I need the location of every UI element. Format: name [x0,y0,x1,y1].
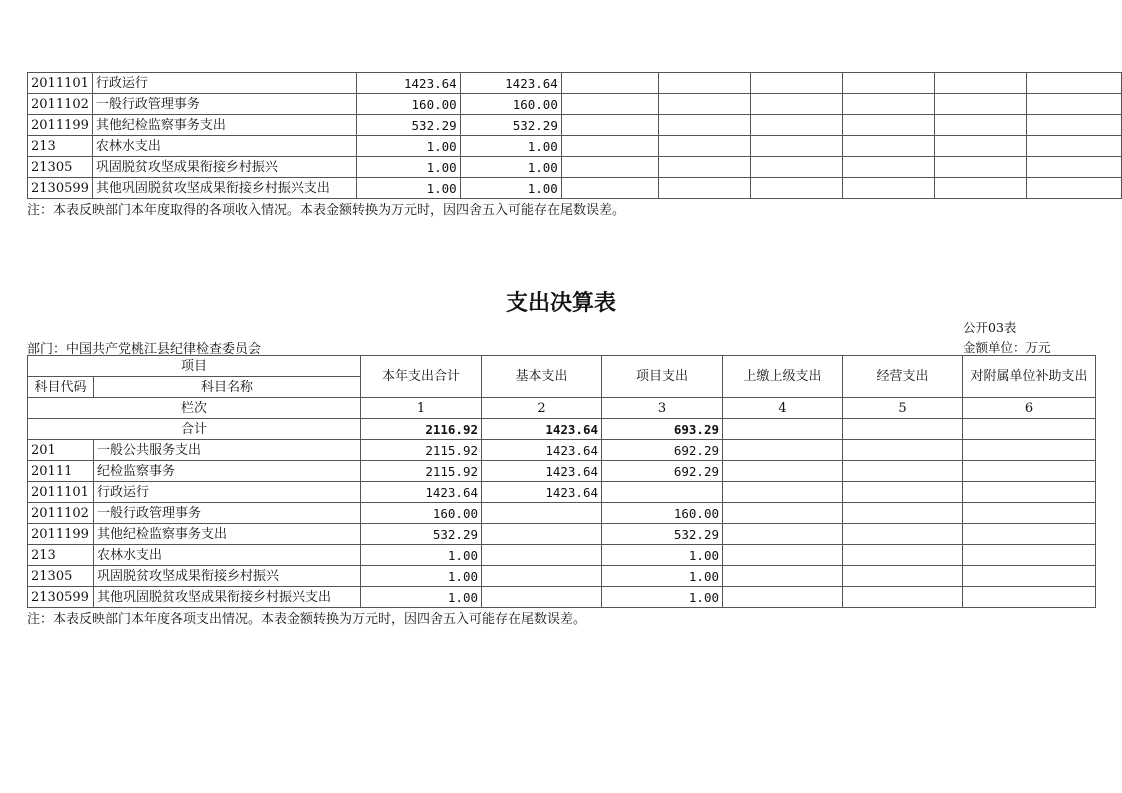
empty-cell [934,157,1026,178]
project-amount-cell: 532.29 [602,524,723,545]
empty-cell [963,587,1096,608]
empty-cell [842,136,934,157]
subject-code: 20111 [28,461,94,482]
empty-cell [843,587,963,608]
empty-cell [658,115,750,136]
header-code: 科目代码 [28,377,94,398]
amount-cell: 1.00 [356,157,460,178]
subject-name: 其他纪检监察事务支出 [94,524,361,545]
department-label: 部门：中国共产党桃江县纪律检查委员会 [27,342,262,357]
total-project: 693.29 [602,419,723,440]
total-amount: 2116.92 [361,419,482,440]
total-amount-cell: 1.00 [361,545,482,566]
total-amount-cell: 1.00 [361,587,482,608]
empty-cell [561,94,658,115]
total-amount-cell: 2115.92 [361,461,482,482]
empty-cell [723,482,843,503]
amount-cell: 532.29 [460,115,561,136]
empty-cell [934,136,1026,157]
total-amount-cell: 1423.64 [361,482,482,503]
subject-code: 21305 [28,566,94,587]
empty-cell [842,178,934,199]
header-item: 项目 [28,356,361,377]
table-row [28,587,1096,608]
empty-cell [843,503,963,524]
empty-cell [842,115,934,136]
amount-unit: 金额单位：万元 [963,340,1051,355]
table-row [28,178,1122,199]
empty-cell [723,419,843,440]
column-index: 3 [602,398,723,419]
income-table-continued [27,72,1122,199]
subject-name: 纪检监察事务 [94,461,361,482]
header-project: 项目支出 [602,356,723,398]
subject-name: 其他纪检监察事务支出 [92,115,356,136]
subject-code: 201 [28,440,94,461]
basic-amount-cell: 1423.64 [482,440,602,461]
column-index: 2 [482,398,602,419]
amount-cell: 1423.64 [460,73,561,94]
table-row [28,136,1122,157]
table-row [28,94,1122,115]
subject-name: 行政运行 [94,482,361,503]
empty-cell [658,94,750,115]
amount-cell: 1.00 [460,136,561,157]
empty-cell [723,461,843,482]
subject-code: 2130599 [28,178,93,199]
subject-name: 一般公共服务支出 [94,440,361,461]
empty-cell [934,73,1026,94]
empty-cell [723,503,843,524]
empty-cell [934,115,1026,136]
header-upper: 上缴上级支出 [723,356,843,398]
subject-code: 2011101 [28,482,94,503]
income-table-note: 注：本表反映部门本年度取得的各项收入情况。本表金额转换为万元时，因四舍五入可能存在尾数误差。 [27,203,626,218]
table-row [28,461,1096,482]
basic-amount-cell [482,566,602,587]
empty-cell [843,461,963,482]
column-index: 5 [843,398,963,419]
subject-name: 巩固脱贫攻坚成果衔接乡村振兴 [92,157,356,178]
table-row [28,566,1096,587]
column-index: 1 [361,398,482,419]
header-subsidy: 对附属单位补助支出 [963,356,1096,398]
subject-code: 213 [28,545,94,566]
empty-cell [934,178,1026,199]
empty-cell [750,94,842,115]
table-row [28,157,1122,178]
empty-cell [842,94,934,115]
project-amount-cell: 692.29 [602,440,723,461]
empty-cell [1027,178,1122,199]
project-amount-cell: 692.29 [602,461,723,482]
empty-cell [561,73,658,94]
column-index: 6 [963,398,1096,419]
empty-cell [843,524,963,545]
subject-name: 农林水支出 [94,545,361,566]
table-row [28,73,1122,94]
amount-cell: 532.29 [356,115,460,136]
subject-name: 一般行政管理事务 [92,94,356,115]
table-row [28,482,1096,503]
header-name: 科目名称 [94,377,361,398]
total-row [28,419,1096,440]
basic-amount-cell: 1423.64 [482,482,602,503]
empty-cell [561,136,658,157]
empty-cell [561,178,658,199]
empty-cell [561,157,658,178]
table-row [28,115,1122,136]
total-amount-cell: 532.29 [361,524,482,545]
empty-cell [723,545,843,566]
basic-amount-cell [482,545,602,566]
empty-cell [843,419,963,440]
empty-cell [963,503,1096,524]
column-index: 4 [723,398,843,419]
project-amount-cell [602,482,723,503]
empty-cell [963,440,1096,461]
empty-cell [1027,94,1122,115]
subject-code: 21305 [28,157,93,178]
empty-cell [750,136,842,157]
expense-table-note: 注：本表反映部门本年度各项支出情况。本表金额转换为万元时，因四舍五入可能存在尾数误差。 [27,612,587,627]
subject-code: 2011199 [28,524,94,545]
amount-cell: 160.00 [356,94,460,115]
empty-cell [963,524,1096,545]
page-title: 支出决算表 [505,291,616,316]
total-amount-cell: 160.00 [361,503,482,524]
amount-cell: 160.00 [460,94,561,115]
empty-cell [750,178,842,199]
total-amount-cell: 2115.92 [361,440,482,461]
empty-cell [963,482,1096,503]
empty-cell [750,157,842,178]
subject-code: 2130599 [28,587,94,608]
subject-code: 2011101 [28,73,93,94]
empty-cell [658,73,750,94]
expense-table [27,355,1096,608]
empty-cell [658,157,750,178]
empty-cell [723,566,843,587]
empty-cell [658,136,750,157]
empty-cell [842,73,934,94]
amount-cell: 1.00 [356,136,460,157]
empty-cell [658,178,750,199]
empty-cell [842,157,934,178]
empty-cell [843,545,963,566]
subject-name: 农林水支出 [92,136,356,157]
total-label: 合计 [28,419,361,440]
project-amount-cell: 160.00 [602,503,723,524]
amount-cell: 1.00 [356,178,460,199]
header-business: 经营支出 [843,356,963,398]
empty-cell [750,73,842,94]
empty-cell [963,419,1096,440]
amount-cell: 1.00 [460,157,561,178]
amount-cell: 1.00 [460,178,561,199]
subject-name: 其他巩固脱贫攻坚成果衔接乡村振兴支出 [92,178,356,199]
header-total: 本年支出合计 [361,356,482,398]
column-index-label: 栏次 [28,398,361,419]
subject-name: 巩固脱贫攻坚成果衔接乡村振兴 [94,566,361,587]
form-code: 公开03表 [963,320,1017,335]
empty-cell [561,115,658,136]
subject-name: 行政运行 [92,73,356,94]
basic-amount-cell [482,587,602,608]
project-amount-cell: 1.00 [602,545,723,566]
subject-name: 其他巩固脱贫攻坚成果衔接乡村振兴支出 [94,587,361,608]
empty-cell [723,587,843,608]
basic-amount-cell [482,503,602,524]
empty-cell [723,440,843,461]
project-amount-cell: 1.00 [602,587,723,608]
subject-code: 2011102 [28,503,94,524]
empty-cell [963,566,1096,587]
empty-cell [1027,157,1122,178]
empty-cell [934,94,1026,115]
empty-cell [750,115,842,136]
subject-name: 一般行政管理事务 [94,503,361,524]
total-amount-cell: 1.00 [361,566,482,587]
empty-cell [723,524,843,545]
empty-cell [1027,73,1122,94]
table-row [28,524,1096,545]
subject-code: 213 [28,136,93,157]
amount-cell: 1423.64 [356,73,460,94]
header-basic: 基本支出 [482,356,602,398]
subject-code: 2011102 [28,94,93,115]
empty-cell [843,482,963,503]
basic-amount-cell: 1423.64 [482,461,602,482]
table-row [28,545,1096,566]
subject-code: 2011199 [28,115,93,136]
table-row [28,503,1096,524]
empty-cell [843,566,963,587]
table-row [28,440,1096,461]
empty-cell [963,545,1096,566]
total-basic: 1423.64 [482,419,602,440]
empty-cell [843,440,963,461]
empty-cell [963,461,1096,482]
project-amount-cell: 1.00 [602,566,723,587]
empty-cell [1027,115,1122,136]
empty-cell [1027,136,1122,157]
basic-amount-cell [482,524,602,545]
